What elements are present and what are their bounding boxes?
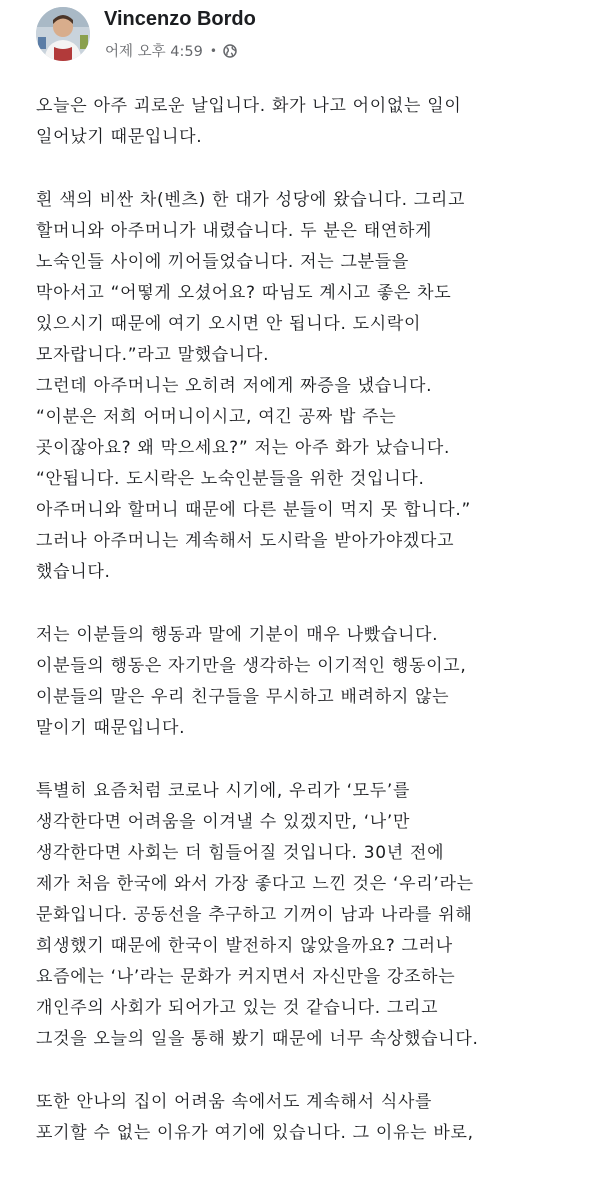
globe-icon[interactable]	[223, 44, 237, 58]
post-paragraph: 오늘은 아주 괴로운 날입니다. 화가 나고 어이없는 일이 일어났기 때문입니다.	[36, 96, 462, 147]
post-paragraph: 특별히 요즘처럼 코로나 시기에, 우리가 ‘모두’를 생각한다면 어려움을 이겨낼 수 있겠지만, ‘나’만 생각한다면 사회는 더 힘들어질 것입니다. 30년 전에 제가 처음 한국에 와서 가장 좋다고 느낀 것은 ‘우리’라는 문화입니다. 공동선을 추구하고 기꺼이 남과 나라를 위해 희생했기 때문에 한국이 발전하지 않았을까요? 그러나 요즘에는 ‘나’라는 문화가 커지면서 자신만을 강조하는 개인주의 사회가 되어가고 있는 것 같습니다. 그리고 그것을 오늘의 일을 통해 봤기 때문에 너무 속상했습니다.	[36, 781, 479, 1049]
post-timestamp[interactable]: 어제 오후 4:59	[105, 44, 203, 60]
post-meta	[105, 40, 237, 61]
author-avatar[interactable]	[36, 7, 90, 61]
post-paragraph: 저는 이분들의 행동과 말에 기분이 매우 나빴습니다. 이분들의 행동은 자기만을 생각하는 이기적인 행동이고, 이분들의 말은 우리 친구들을 무시하고 배려하지 않는 말이기 때문입니다.	[36, 625, 467, 738]
post-paragraph: 흰 색의 비싼 차(벤츠) 한 대가 성당에 왔습니다. 그리고 할머니와 아주머니가 내렸습니다. 두 분은 태연하게 노숙인들 사이에 끼어들었습니다. 저는 그분들을 막아서고 “어떻게 오셨어요? 따님도 계시고 좋은 차도 있으시기 때문에 여기 오시면 안 됩니다. 도시락이 모자랍니다.”라고 말했습니다. 그런데 아주머니는 오히려 저에게 짜증을 냈습니다. “이분은 저희 어머니이시고, 여긴 공짜 밥 주는 곳이잖아요? 왜 막으세요?” 저는 아주 화가 났습니다. “안됩니다. 도시락은 노숙인분들을 위한 것입니다. 아주머니와 할머니 때문에 다른 분들이 먹지 못 합니다.” 그러나 아주머니는 계속해서 도시락을 받아가야겠다고 했습니다.	[36, 190, 472, 582]
meta-separator: •	[209, 43, 217, 58]
avatar-image	[36, 7, 90, 61]
post-paragraph: 또한 안나의 집이 어려움 속에서도 계속해서 식사를 포기할 수 없는 이유가 여기에 있습니다. 그 이유는 바로,	[36, 1092, 474, 1143]
post-body	[36, 91, 596, 1181]
author-name[interactable]: Vincenzo Bordo	[104, 8, 256, 30]
post-header	[0, 0, 600, 70]
